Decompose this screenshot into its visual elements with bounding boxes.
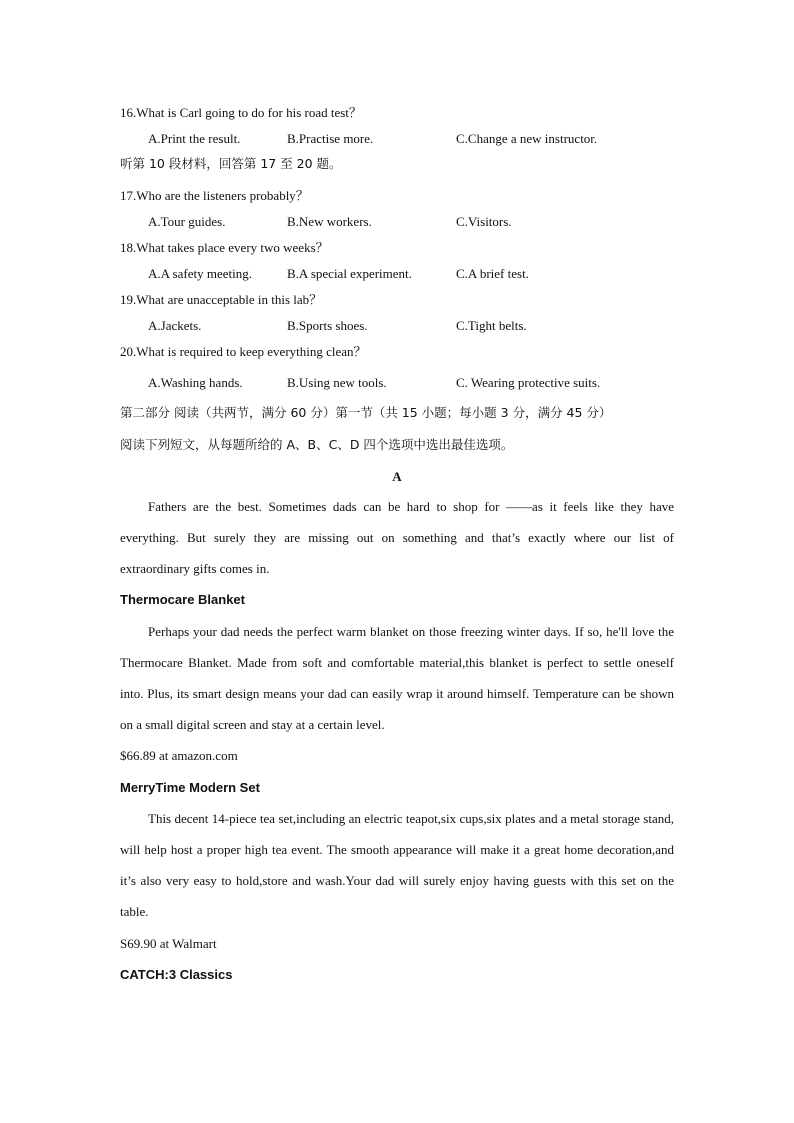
question-16: 16.What is Carl going to do for his road test？ [120, 105, 362, 120]
option-16a: A.Print the result. [148, 131, 241, 146]
question-20: 20.What is required to keep everything clean？ [120, 344, 367, 359]
reading-instruction: 阅读下列短文，从每题所给的 A、B、C、D 四个选项中选出最佳选项。 [120, 437, 514, 452]
options-18 [148, 265, 674, 283]
passage-intro [120, 491, 674, 584]
option-19b: B.Sports shoes. [287, 318, 368, 333]
item-1-body [120, 616, 674, 740]
options-20 [148, 374, 674, 392]
section-10-instruction: 听第 10 段材料，回答第 17 至 20 题。 [120, 156, 342, 171]
item-2-title: MerryTime Modern Set [120, 780, 260, 795]
options-16 [148, 130, 674, 148]
item-2-price: S69.90 at Walmart [120, 936, 217, 951]
option-18c: C.A brief test. [456, 266, 529, 281]
option-17a: A.Tour guides. [148, 214, 226, 229]
option-20a: A.Washing hands. [148, 375, 243, 390]
question-19: 19.What are unacceptable in this lab？ [120, 292, 323, 307]
option-18a: A.A safety meeting. [148, 266, 252, 281]
item-1-text: Perhaps your dad needs the perfect warm blanket on those freezing winter days. If so, he'll love the Thermocare Blanket. Made from soft and comfortable material,this blanket is perfect to settle oneself into. Plus, its smart design means your dad can easily wrap it around himself. Temperature can be shown on a small digital screen and stay at a certain level. [120, 624, 674, 732]
option-19c: C.Tight belts. [456, 318, 527, 333]
question-18: 18.What takes place every two weeks？ [120, 240, 329, 255]
item-2-body [120, 803, 674, 927]
reading-part-title: 第二部分 阅读（共两节，满分 60 分）第一节（共 15 小题；每小题 3 分，满分 45 分） [120, 405, 612, 420]
item-3-title: CATCH:3 Classics [120, 967, 233, 982]
options-19 [148, 317, 674, 335]
passage-intro-text: Fathers are the best. Sometimes dads can be hard to shop for ——as it feels like they have everything. But surely they are missing out on something and that’s exactly where our list of extraordinary gifts comes in. [120, 499, 674, 576]
options-17 [148, 213, 674, 231]
question-17: 17.Who are the listeners probably？ [120, 188, 309, 203]
option-19a: A.Jackets. [148, 318, 202, 333]
option-17c: C.Visitors. [456, 214, 512, 229]
option-18b: B.A special experiment. [287, 266, 412, 281]
option-17b: B.New workers. [287, 214, 372, 229]
passage-label: A [392, 469, 402, 484]
item-2-text: This decent 14-piece tea set,including an electric teapot,six cups,six plates and a metal storage stand, will help host a proper high tea event. The smooth appearance will make it a great home decoration,and it’s also very easy to hold,store and wash.Your dad will surely enjoy having guests with this set on the table. [120, 811, 674, 919]
option-16c: C.Change a new instructor. [456, 131, 598, 146]
item-1-price: $66.89 at amazon.com [120, 748, 238, 763]
option-20c: C. Wearing protective suits. [456, 375, 601, 390]
item-1-title: Thermocare Blanket [120, 592, 245, 607]
option-16b: B.Practise more. [287, 131, 374, 146]
option-20b: B.Using new tools. [287, 375, 387, 390]
